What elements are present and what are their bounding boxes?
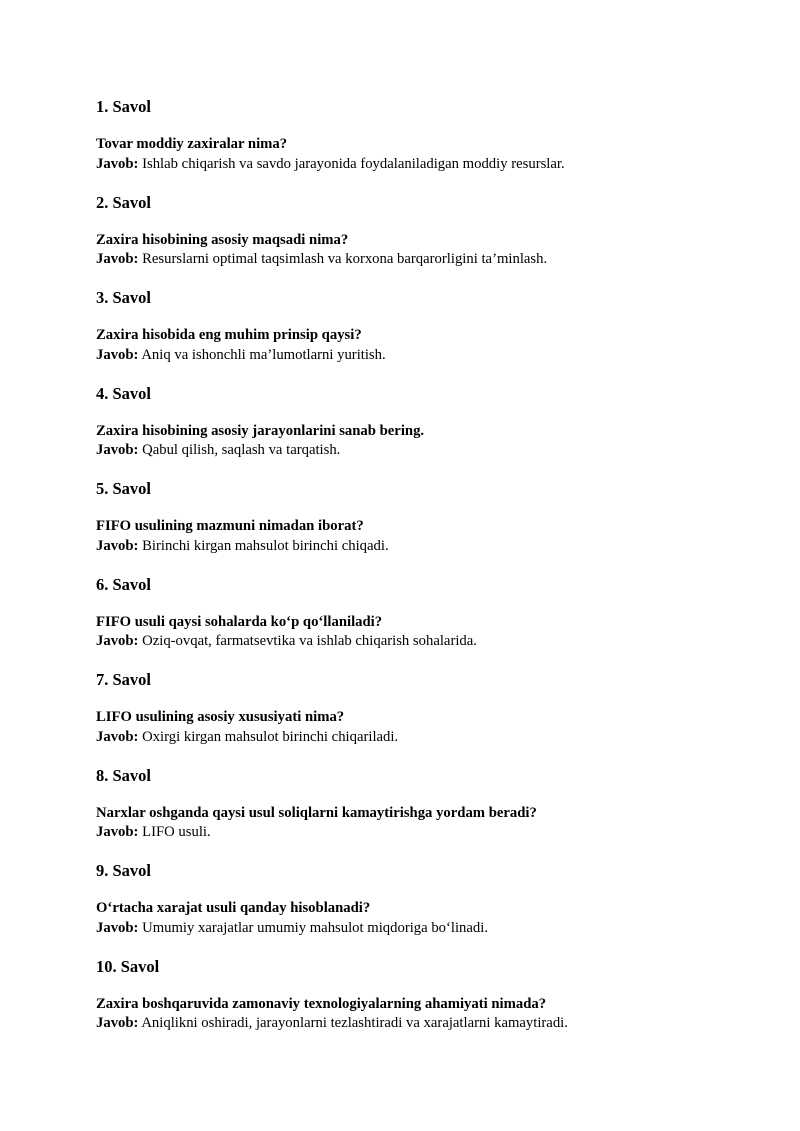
question-number-heading: 5. Savol bbox=[96, 479, 152, 498]
answer-label: Javob: bbox=[96, 442, 139, 458]
answer-text: Umumiy xarajatlar umumiy mahsulot miqdoriga bo‘linadi. bbox=[142, 919, 489, 936]
answer-text: LIFO usuli. bbox=[142, 824, 211, 840]
question-number-heading: 8. Savol bbox=[96, 765, 152, 785]
question-text: LIFO usulining asosiy xususiyati nima? bbox=[96, 709, 345, 725]
answer-label: Javob: bbox=[96, 633, 139, 649]
question-number-heading: 1. Savol bbox=[96, 97, 152, 116]
answer-line bbox=[96, 441, 710, 461]
qa-item bbox=[96, 479, 710, 556]
answer-line bbox=[96, 728, 710, 748]
question-text: Zaxira hisobining asosiy jarayonlarini sanab bering. bbox=[96, 422, 425, 439]
answer-label: Javob: bbox=[96, 537, 139, 554]
answer-text: Birinchi kirgan mahsulot birinchi chiqadi. bbox=[142, 537, 389, 554]
qa-item bbox=[96, 384, 710, 461]
question-text: O‘rtacha xarajat usuli qanday hisoblanadi? bbox=[96, 900, 371, 916]
answer-text: Oxirgi kirgan mahsulot birinchi chiqariladi. bbox=[142, 728, 399, 745]
answer-label: Javob: bbox=[96, 346, 139, 363]
answer-text: Qabul qilish, saqlash va tarqatish. bbox=[142, 442, 341, 458]
answer-line bbox=[96, 537, 710, 557]
answer-text: Oziq-ovqat, farmatsevtika va ishlab chiqarish sohalarida. bbox=[142, 633, 477, 649]
qa-item bbox=[96, 861, 710, 938]
answer-text: Ishlab chiqarish va savdo jarayonida foydalaniladigan moddiy resurslar. bbox=[142, 155, 565, 172]
answer-text: Aniq va ishonchli ma’lumotlarni yuritish. bbox=[141, 346, 386, 363]
answer-text: Aniqlikni oshiradi, jarayonlarni tezlashtiradi va xarajatlarni kamaytiradi. bbox=[141, 1015, 568, 1031]
answer-label: Javob: bbox=[96, 824, 139, 840]
qa-item bbox=[96, 957, 710, 1034]
answer-label: Javob: bbox=[96, 728, 139, 745]
answer-text: Resurslarni optimal taqsimlash va korxona barqarorligini ta’minlash. bbox=[142, 251, 548, 267]
question-number-heading: 2. Savol bbox=[96, 192, 152, 212]
answer-line bbox=[96, 823, 710, 843]
qa-item bbox=[96, 670, 710, 747]
question-text: Zaxira hisobida eng muhim prinsip qaysi? bbox=[96, 327, 362, 343]
question-number-heading: 6. Savol bbox=[96, 574, 152, 594]
answer-line bbox=[96, 250, 710, 270]
answer-label: Javob: bbox=[96, 155, 139, 172]
answer-line bbox=[96, 919, 710, 939]
answer-label: Javob: bbox=[96, 919, 139, 936]
question-text: Narxlar oshganda qaysi usul soliqlarni kamaytirishga yordam beradi? bbox=[96, 804, 537, 821]
answer-label: Javob: bbox=[96, 1015, 139, 1031]
answer-line bbox=[96, 155, 710, 175]
question-number-heading: 3. Savol bbox=[96, 288, 152, 307]
qa-item bbox=[96, 766, 710, 843]
question-text: Zaxira hisobining asosiy maqsadi nima? bbox=[96, 231, 349, 248]
answer-line bbox=[96, 346, 710, 366]
qa-item bbox=[96, 288, 710, 365]
question-text: FIFO usuli qaysi sohalarda ko‘p qo‘llaniladi? bbox=[96, 613, 383, 630]
qa-item bbox=[96, 575, 710, 652]
question-number-heading: 4. Savol bbox=[96, 383, 152, 403]
question-number-heading: 9. Savol bbox=[96, 861, 152, 880]
answer-line bbox=[96, 1014, 710, 1034]
question-text: Zaxira boshqaruvida zamonaviy texnologiyalarning ahamiyati nimada? bbox=[96, 995, 547, 1012]
qa-list bbox=[96, 97, 710, 1034]
qa-item bbox=[96, 97, 710, 174]
answer-line bbox=[96, 632, 710, 652]
question-text: FIFO usulining mazmuni nimadan iborat? bbox=[96, 518, 364, 534]
question-text: Tovar moddiy zaxiralar nima? bbox=[96, 136, 288, 152]
qa-item bbox=[96, 193, 710, 270]
question-number-heading: 7. Savol bbox=[96, 670, 152, 689]
question-number-heading: 10. Savol bbox=[96, 956, 160, 976]
answer-label: Javob: bbox=[96, 251, 139, 267]
